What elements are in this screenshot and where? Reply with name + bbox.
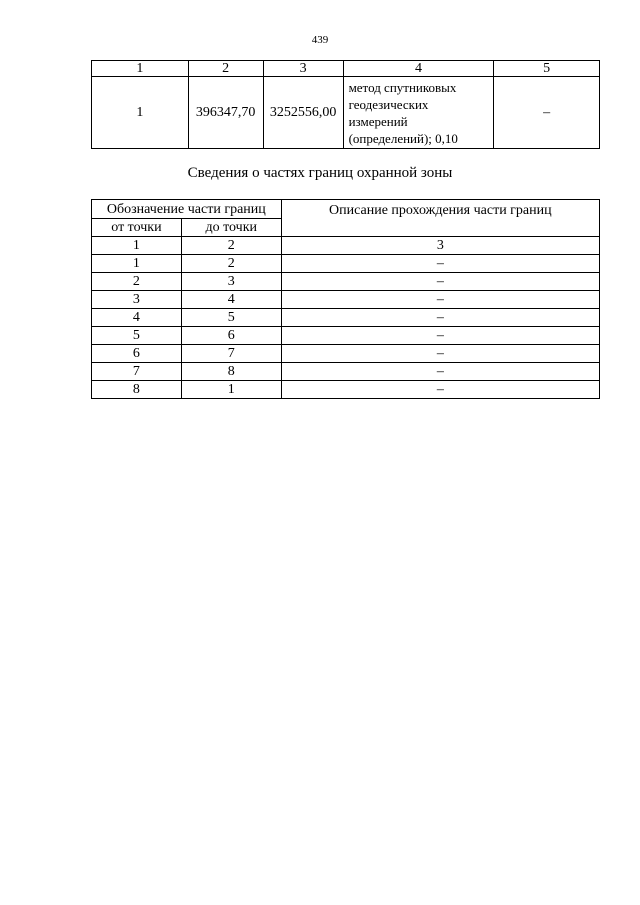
part-description: – xyxy=(281,327,599,345)
column-number: 5 xyxy=(494,61,600,77)
to-point: 7 xyxy=(181,345,281,363)
from-point: 7 xyxy=(92,363,182,381)
from-point: 8 xyxy=(92,381,182,399)
table-row xyxy=(92,77,600,149)
from-point: 4 xyxy=(92,309,182,327)
point-number: 1 xyxy=(92,77,189,149)
header-boundary-designation: Обозначение части границ xyxy=(92,200,282,219)
to-point: 1 xyxy=(181,381,281,399)
part-description: – xyxy=(281,309,599,327)
part-description: – xyxy=(281,363,599,381)
header-from-point: от точки xyxy=(92,219,182,237)
table-row xyxy=(92,345,600,363)
part-description: – xyxy=(281,255,599,273)
boundary-parts-table xyxy=(91,199,600,399)
page-number: 439 xyxy=(311,34,329,46)
table-row xyxy=(92,327,600,345)
to-point: 2 xyxy=(181,255,281,273)
from-point: 1 xyxy=(92,255,182,273)
column-number: 1 xyxy=(92,237,182,255)
method-line: (определений); 0,10 xyxy=(348,130,458,146)
to-point: 4 xyxy=(181,291,281,309)
part-description: – xyxy=(281,381,599,399)
col5-value: – xyxy=(494,77,600,149)
numbering-row xyxy=(92,237,600,255)
column-number: 1 xyxy=(92,61,189,77)
table-row xyxy=(92,381,600,399)
to-point: 3 xyxy=(181,273,281,291)
table-row xyxy=(92,363,600,381)
header-description: Описание прохождения части границ xyxy=(281,200,599,237)
method-line: измерений xyxy=(348,113,408,129)
from-point: 5 xyxy=(92,327,182,345)
part-description: – xyxy=(281,273,599,291)
column-number: 2 xyxy=(181,237,281,255)
from-point: 3 xyxy=(92,291,182,309)
column-number: 3 xyxy=(263,61,343,77)
x-coordinate: 396347,70 xyxy=(188,77,263,149)
table-row xyxy=(92,273,600,291)
table-row xyxy=(92,309,600,327)
coordinates-table xyxy=(91,60,600,149)
to-point: 5 xyxy=(181,309,281,327)
to-point: 6 xyxy=(181,327,281,345)
table-header-row xyxy=(92,61,600,77)
y-coordinate: 3252556,00 xyxy=(263,77,343,149)
method-line: геодезических xyxy=(348,96,429,112)
header-to-point: до точки xyxy=(181,219,281,237)
section-title: Сведения о частях границ охранной зоны xyxy=(187,165,453,181)
from-point: 2 xyxy=(92,273,182,291)
table-row xyxy=(92,291,600,309)
part-description: – xyxy=(281,291,599,309)
column-number: 4 xyxy=(343,61,494,77)
table-row xyxy=(92,255,600,273)
method-description xyxy=(343,77,494,149)
from-point: 6 xyxy=(92,345,182,363)
column-number: 2 xyxy=(188,61,263,77)
column-number: 3 xyxy=(281,237,599,255)
table-header-row xyxy=(92,200,600,219)
method-line: метод спутниковых xyxy=(348,79,457,95)
to-point: 8 xyxy=(181,363,281,381)
part-description: – xyxy=(281,345,599,363)
